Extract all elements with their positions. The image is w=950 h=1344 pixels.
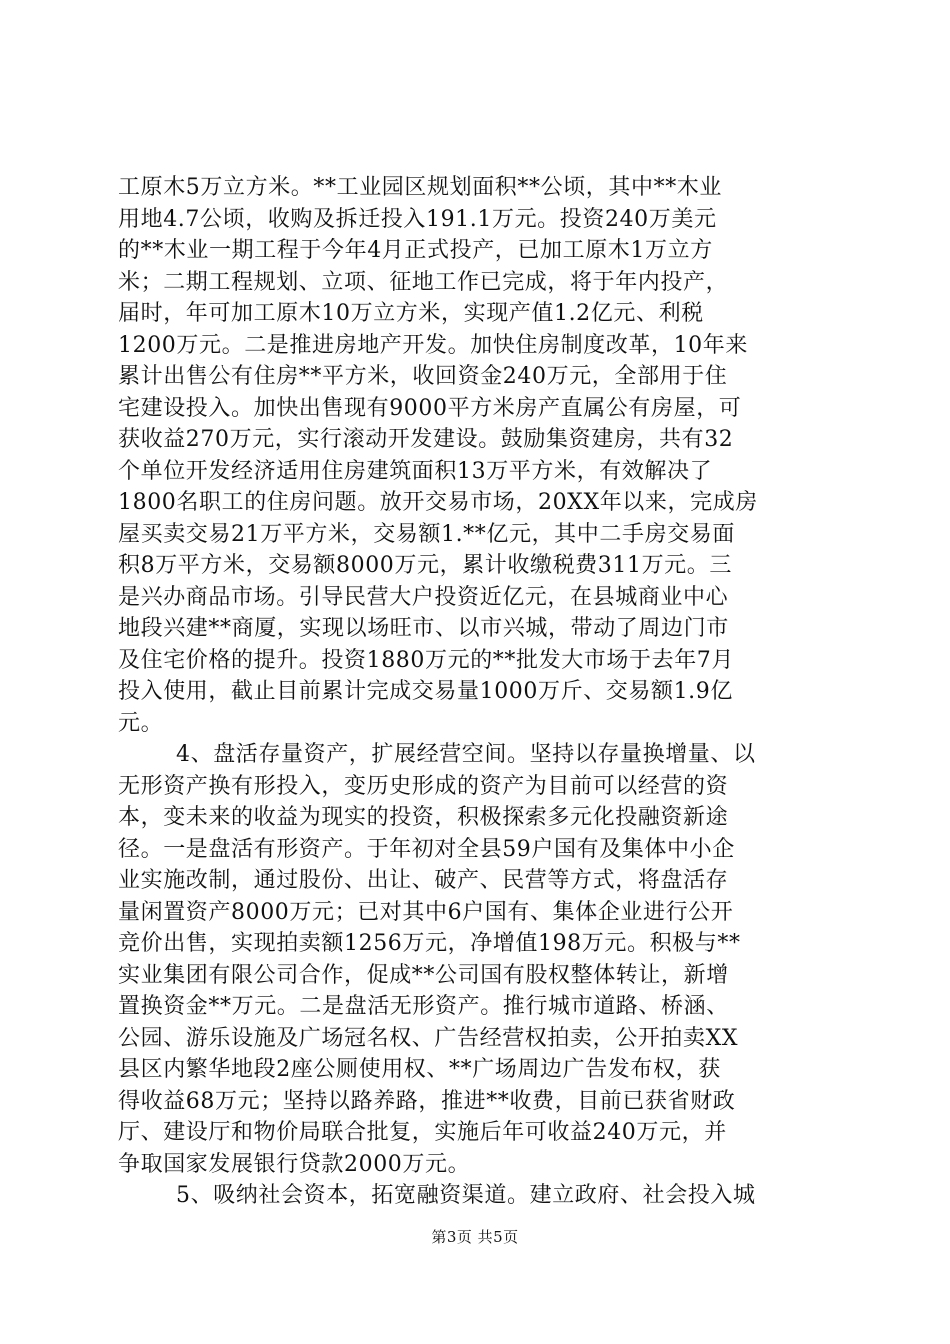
text-line: 公园、游乐设施及广场冠名权、广告经营权拍卖，公开拍卖XX (118, 1025, 739, 1051)
text-line: 屋买卖交易21万平方米，交易额1.**亿元，其中二手房交易面 (118, 521, 735, 547)
text-line: 宅建设投入。加快出售现有9000平方米房产直属公有房屋，可 (118, 395, 742, 421)
text-line: 及住宅价格的提升。投资1880万元的**批发大市场于去年7月 (118, 647, 734, 673)
text-line: 争取国家发展银行贷款2000万元。 (118, 1151, 471, 1177)
text-line: 1200万元。二是推进房地产开发。加快住房制度改革，10年来 (118, 332, 748, 358)
text-line: 得收益68万元；坚持以路养路，推进**收费，目前已获省财政 (118, 1088, 736, 1114)
text-line: 个单位开发经济适用住房建筑面积13万平方米，有效解决了 (118, 458, 713, 484)
text-line: 本，变未来的收益为现实的投资，积极探索多元化投融资新途 (118, 805, 729, 830)
text-line: 实业集团有限公司合作，促成**公司国有股权整体转让，新增 (118, 962, 729, 988)
paragraph-start-line: 5、吸纳社会资本，拓宽融资渠道。建立政府、社会投入城 (176, 1183, 756, 1208)
text-line: 积8万平方米，交易额8000万元，累计收缴税费311万元。三 (118, 553, 732, 578)
text-line: 县区内繁华地段2座公厕使用权、**广场周边广告发布权，获 (118, 1057, 721, 1082)
text-line: 是兴办商品市场。引导民营大户投资近亿元，在县城商业中心 (118, 584, 729, 610)
text-line: 米；二期工程规划、立项、征地工作已完成，将于年内投产， (118, 269, 729, 295)
text-line: 投入使用，截止目前累计完成交易量1000万斤、交易额1.9亿 (118, 679, 733, 704)
body-text (118, 172, 838, 1212)
page-footer: 第3页 共5页 (431, 1228, 519, 1246)
text-line: 径。一是盘活有形资产。于年初对全县59户国有及集体中小企 (118, 836, 735, 862)
text-line: 1800名职工的住房问题。放开交易市场，20XX年以来，完成房 (118, 490, 758, 515)
text-line: 厅、建设厅和物价局联合批复，实施后年可收益240万元，并 (118, 1120, 727, 1145)
text-line: 获收益270万元，实行滚动开发建设。鼓励集资建房，共有32 (118, 427, 734, 452)
text-line: 地段兴建**商厦，实现以场旺市、以市兴城，带动了周边门市 (118, 616, 729, 641)
paragraph-start-line: 4、盘活存量资产，扩展经营空间。坚持以存量换增量、以 (176, 742, 756, 767)
text-line: 工原木5万立方米。**工业园区规划面积**公顷，其中**木业 (118, 175, 722, 200)
text-line: 无形资产换有形投入，变历史形成的资产为目前可以经营的资 (118, 773, 729, 799)
text-line: 元。 (118, 710, 164, 736)
text-line: 届时，年可加工原木10万立方米，实现产值1.2亿元、利税 (118, 301, 704, 326)
text-line: 置换资金**万元。二是盘活无形资产。推行城市道路、桥涵、 (118, 994, 729, 1019)
text-line: 业实施改制，通过股份、出让、破产、民营等方式，将盘活存 (118, 868, 729, 893)
text-line: 累计出售公有住房**平方米，收回资金240万元，全部用于住 (118, 364, 728, 389)
text-line: 的**木业一期工程于今年4月正式投产，已加工原木1万立方 (118, 238, 713, 263)
text-line: 量闲置资产8000万元；已对其中6户国有、集体企业进行公开 (118, 899, 734, 925)
text-line: 竞价出售，实现拍卖额1256万元，净增值198万元。积极与** (118, 931, 741, 956)
text-line: 用地4.7公顷，收购及拆迁投入191.1万元。投资240万美元 (118, 206, 717, 232)
